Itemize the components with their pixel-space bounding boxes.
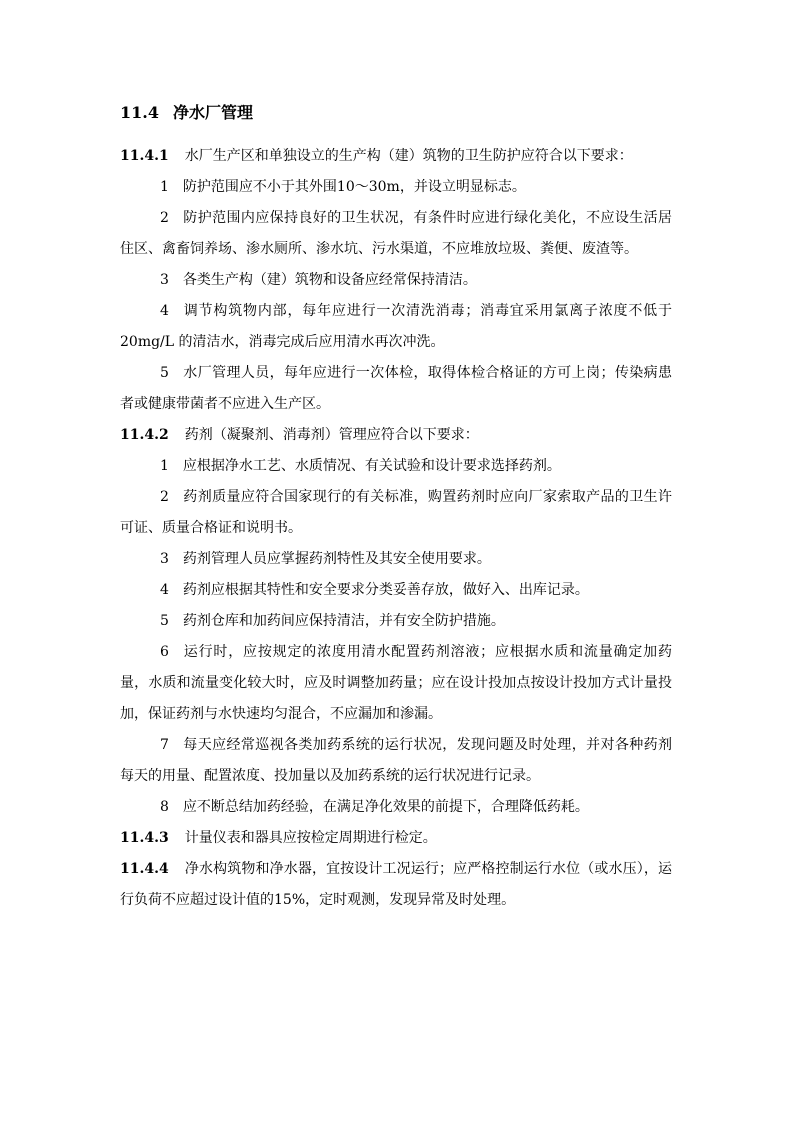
item-text: 调节构筑物内部，每年应进行一次清洗消毒；消毒宜采用氯离子浓度不低于 20mg/L 的清洁水，消毒完成后应用清水再次冲洗。 [120, 303, 672, 350]
item-number: 5 [160, 613, 169, 629]
clause-item [120, 358, 672, 420]
section-title: 净水厂管理 [172, 103, 253, 122]
clause-list [120, 141, 672, 916]
item-number: 5 [160, 365, 169, 381]
clause-text: 计量仪表和器具应按检定周期进行检定。 [184, 830, 437, 846]
section-number: 11.4 [120, 103, 159, 122]
item-text: 各类生产构（建）筑物和设备应经常保持清洁。 [182, 272, 477, 288]
item-number: 2 [160, 210, 169, 226]
item-number: 7 [160, 737, 169, 753]
item-text: 水厂管理人员，每年应进行一次体检，取得体检合格证的方可上岗；传染病患者或健康带菌者不应进入生产区。 [120, 365, 672, 412]
item-number: 4 [160, 303, 169, 319]
item-text: 药剂质量应符合国家现行的有关标准，购置药剂时应向厂家索取产品的卫生许可证、质量合格证和说明书。 [120, 489, 672, 536]
clause-item [120, 575, 672, 606]
clause-item [120, 792, 672, 823]
clause-item [120, 606, 672, 637]
item-text: 药剂应根据其特性和安全要求分类妥善存放，做好入、出库记录。 [182, 582, 589, 598]
clause-item [120, 637, 672, 730]
clause-line [120, 420, 672, 451]
item-text: 药剂管理人员应掌握药剂特性及其安全使用要求。 [182, 551, 491, 567]
item-number: 8 [160, 799, 169, 815]
clause-item [120, 730, 672, 792]
clause-number: 11.4.2 [120, 427, 169, 443]
clause [120, 141, 672, 420]
item-text: 应根据净水工艺、水质情况、有关试验和设计要求选择药剂。 [182, 458, 561, 474]
clause-text: 水厂生产区和单独设立的生产构（建）筑物的卫生防护应符合以下要求： [184, 148, 633, 164]
item-text: 防护范围应不小于其外围10～30m，并设立明显标志。 [182, 179, 526, 195]
clause-item [120, 482, 672, 544]
clause-item [120, 544, 672, 575]
item-number: 3 [160, 272, 169, 288]
item-text: 药剂仓库和加药间应保持清洁，并有安全防护措施。 [182, 613, 505, 629]
clause [120, 823, 672, 854]
clause-item [120, 203, 672, 265]
item-text: 防护范围内应保持良好的卫生状况，有条件时应进行绿化美化，不应设生活居住区、禽畜饲养场、渗水厕所、渗水坑、污水渠道，不应堆放垃圾、粪便、废渣等。 [120, 210, 672, 257]
item-number: 6 [160, 644, 169, 660]
clause-item [120, 451, 672, 482]
clause-number: 11.4.1 [120, 148, 169, 164]
item-number: 2 [160, 489, 169, 505]
clause-number: 11.4.4 [120, 861, 169, 877]
clause-item [120, 296, 672, 358]
clause-line [120, 141, 672, 172]
item-text: 应不断总结加药经验，在满足净化效果的前提下，合理降低药耗。 [182, 799, 589, 815]
clause [120, 854, 672, 916]
clause-text: 净水构筑物和净水器，宜按设计工况运行；应严格控制运行水位（或水压），运行负荷不应超过设计值的15%，定时观测，发现异常及时处理。 [120, 861, 672, 908]
clause-line [120, 823, 672, 854]
clause-item [120, 172, 672, 203]
item-text: 每天应经常巡视各类加药系统的运行状况，发现问题及时处理，并对各种药剂每天的用量、配置浓度、投加量以及加药系统的运行状况进行记录。 [120, 737, 672, 784]
section-heading [120, 97, 672, 128]
clause-line [120, 854, 672, 916]
item-number: 4 [160, 582, 169, 598]
item-text: 运行时，应按规定的浓度用清水配置药剂溶液；应根据水质和流量确定加药量，水质和流量变化较大时，应及时调整加药量；应在设计投加点按设计投加方式计量投加，保证药剂与水快速均匀混合，不应漏加和渗漏。 [120, 644, 672, 722]
clause-item [120, 265, 672, 296]
item-number: 3 [160, 551, 169, 567]
clause-number: 11.4.3 [120, 830, 169, 846]
item-number: 1 [160, 179, 169, 195]
clause [120, 420, 672, 823]
clause-text: 药剂（凝聚剂、消毒剂）管理应符合以下要求： [184, 427, 479, 443]
item-number: 1 [160, 458, 169, 474]
